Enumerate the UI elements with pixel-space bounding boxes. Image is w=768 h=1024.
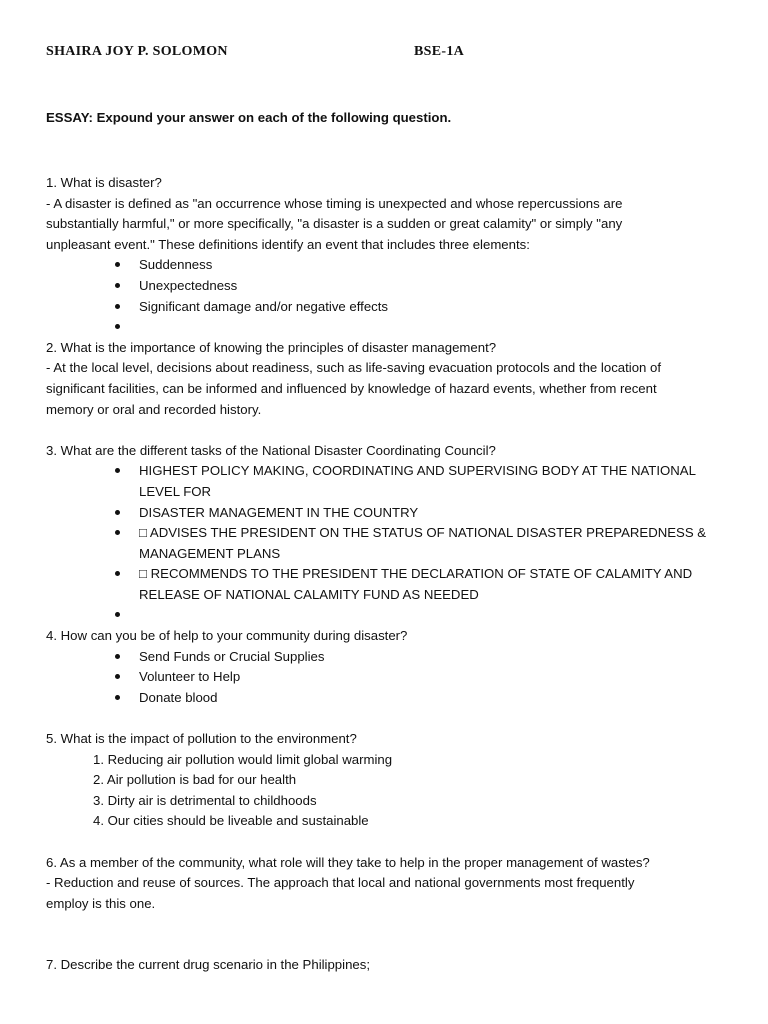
spacer <box>46 420 722 441</box>
list-item: 3. Dirty air is detrimental to childhoods <box>93 792 317 808</box>
answer-2-line: significant facilities, can be informed and influenced by knowledge of hazard events, whether from recent <box>46 380 657 396</box>
bullet-icon <box>115 674 120 679</box>
question-6: 6. As a member of the community, what role will they take to help in the proper management of wastes? <box>46 854 650 870</box>
list-item: Suddenness <box>139 255 722 276</box>
question-4: 4. How can you be of help to your community during disaster? <box>46 628 408 644</box>
list-item: 2. Air pollution is bad for our health <box>93 772 297 788</box>
essay-instructions: ESSAY: Expound your answer on each of the following question. <box>46 110 452 125</box>
document-body <box>46 173 722 976</box>
list-item: 4. Our cities should be liveable and sustainable <box>93 813 369 829</box>
list-item: Significant damage and/or negative effects <box>139 297 722 318</box>
answer-2-line: memory or oral and recorded history. <box>46 401 262 417</box>
bullet-icon <box>115 324 120 329</box>
answer-1-line: substantially harmful," or more specifically, "a disaster is a sudden or great calamity" or simply "any <box>46 216 623 232</box>
answer-6-line: - Reduction and reuse of sources. The approach that local and national governments most frequently <box>46 875 635 891</box>
spacer <box>46 914 722 955</box>
list-item: □ ADVISES THE PRESIDENT ON THE STATUS OF NATIONAL DISASTER PREPAREDNESS & MANAGEMENT PLANS <box>139 523 722 564</box>
bullet-icon <box>115 571 120 576</box>
answer-1-line: unpleasant event." These definitions identify an event that includes three elements: <box>46 236 530 252</box>
list-item <box>139 605 722 626</box>
answer-2-line: - At the local level, decisions about readiness, such as life-saving evacuation protocols and the location of <box>46 360 662 376</box>
spacer <box>46 708 722 729</box>
bullet-icon <box>115 510 120 515</box>
list-item: Unexpectedness <box>139 276 722 297</box>
bullet-icon <box>115 304 120 309</box>
document-header <box>46 42 722 64</box>
list-item: Donate blood <box>139 688 722 709</box>
bullet-icon <box>115 283 120 288</box>
list-item <box>139 317 722 338</box>
list-item: DISASTER MANAGEMENT IN THE COUNTRY <box>139 503 722 524</box>
answer-5-list <box>46 750 722 832</box>
bullet-icon <box>115 262 120 267</box>
list-item: Send Funds or Crucial Supplies <box>139 647 722 668</box>
answer-3-bullets <box>46 461 722 626</box>
student-name: SHAIRA JOY P. SOLOMON <box>46 44 228 59</box>
list-item: Volunteer to Help <box>139 667 722 688</box>
bullet-icon <box>115 468 120 473</box>
bullet-icon <box>115 530 120 535</box>
answer-1-line: - A disaster is defined as "an occurrence whose timing is unexpected and whose repercussions are <box>46 195 623 211</box>
list-item: HIGHEST POLICY MAKING, COORDINATING AND SUPERVISING BODY AT THE NATIONAL LEVEL FOR <box>139 461 722 502</box>
answer-4-bullets <box>46 647 722 709</box>
question-1: 1. What is disaster? <box>46 175 162 190</box>
question-7: 7. Describe the current drug scenario in the Philippines; <box>46 957 371 973</box>
answer-6-line: employ is this one. <box>46 895 156 911</box>
bullet-icon <box>115 654 120 659</box>
spacer <box>46 832 722 853</box>
student-section: BSE-1A <box>414 44 465 59</box>
answer-1-bullets <box>46 255 722 337</box>
question-3: 3. What are the different tasks of the National Disaster Coordinating Council? <box>46 442 496 458</box>
list-item: □ RECOMMENDS TO THE PRESIDENT THE DECLARATION OF STATE OF CALAMITY AND RELEASE OF NATIONAL CALAMITY FUND AS NEEDED <box>139 564 722 605</box>
list-item: 1. Reducing air pollution would limit global warming <box>93 751 393 767</box>
question-2: 2. What is the importance of knowing the principles of disaster management? <box>46 339 497 355</box>
question-5: 5. What is the impact of pollution to the environment? <box>46 731 357 747</box>
bullet-icon <box>115 612 120 617</box>
bullet-icon <box>115 695 120 700</box>
